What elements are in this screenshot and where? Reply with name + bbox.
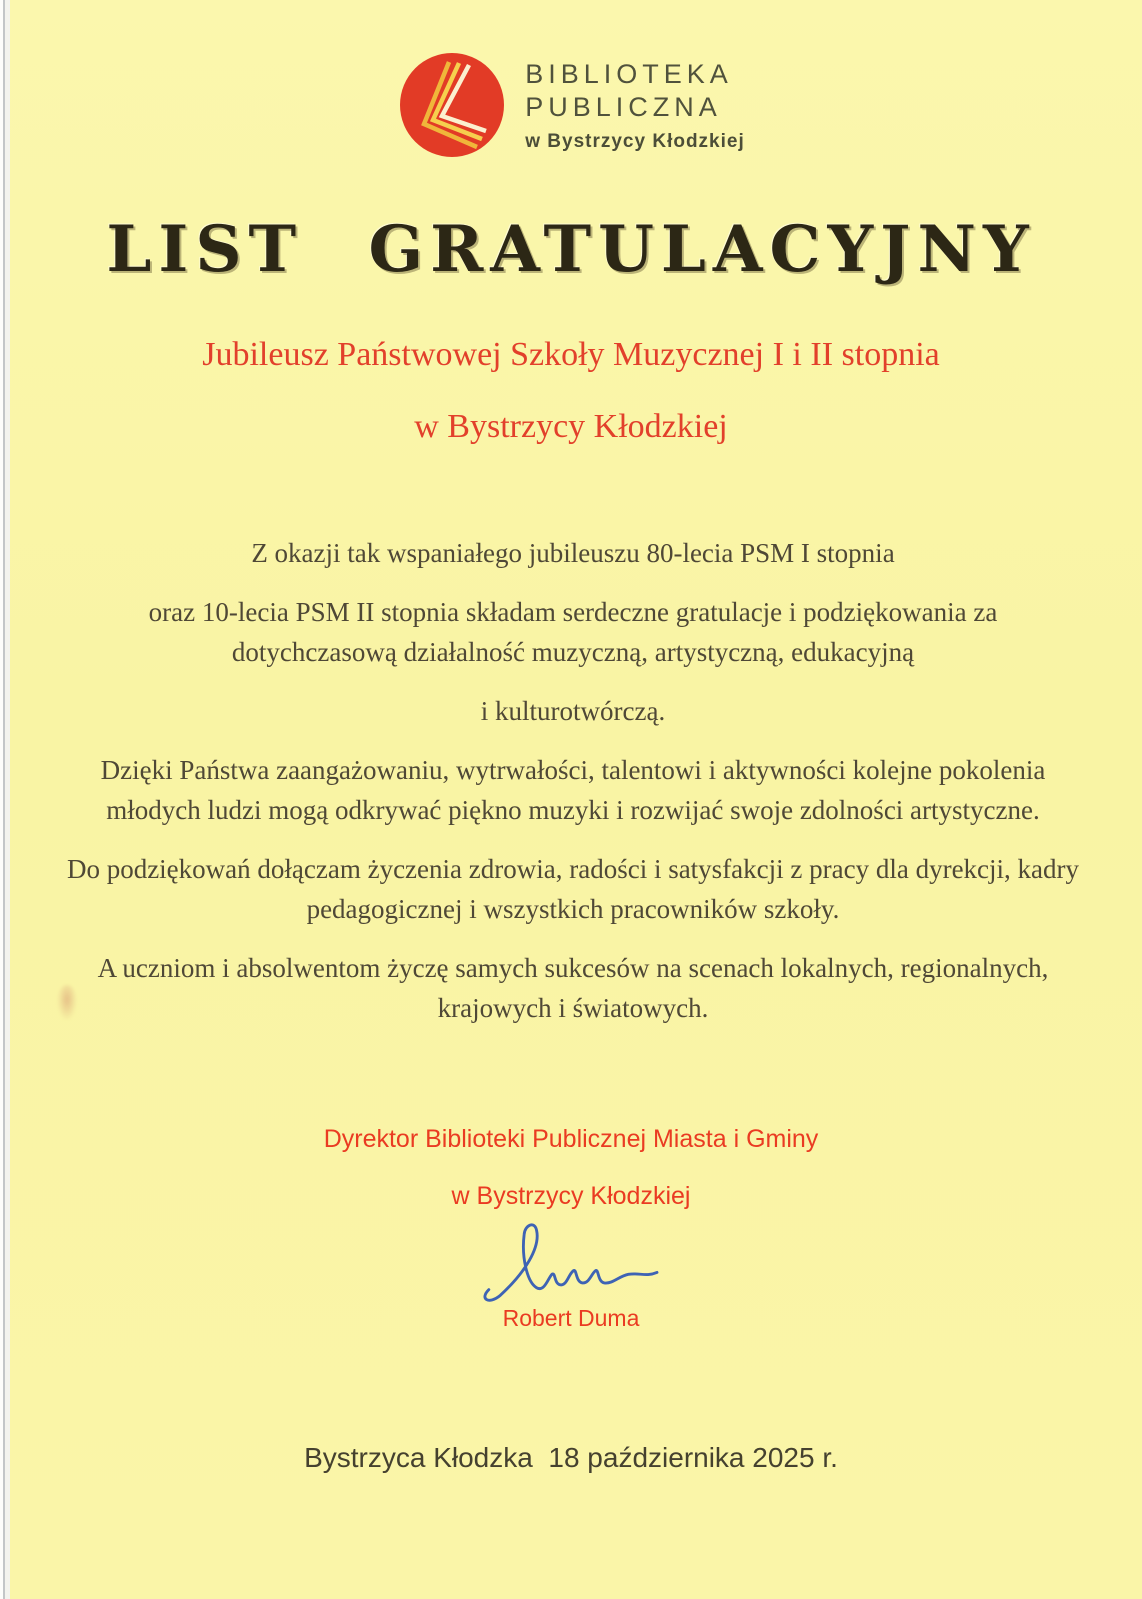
body-paragraph: A uczniom i absolwentom życzę samych sukcesów na scenach lokalnych, regionalnych, krajowych i światowych.: [97, 953, 1049, 1023]
place-and-date: Bystrzyca Kłodzka 18 października 2025 r.: [304, 1442, 838, 1473]
scan-edge-artifact: [0, 0, 10, 1599]
signer-role-line2: w Bystrzycy Kłodzkiej: [451, 1182, 691, 1210]
library-name-line3: w Bystrzycy Kłodzkiej: [525, 130, 745, 152]
letter-body: [66, 533, 1080, 1028]
letter-subtitle: [0, 335, 1142, 447]
letter-title: LIST GRATULACYJNY: [106, 212, 1036, 287]
subtitle-line2: w Bystrzycy Kłodzkiej: [414, 408, 728, 445]
body-paragraph: Z okazji tak wspaniałego jubileuszu 80-lecia PSM I stopnia: [251, 538, 895, 568]
signer-role-line1: Dyrektor Biblioteki Publicznej Miasta i Gminy: [323, 1125, 819, 1153]
body-paragraph: oraz 10-lecia PSM II stopnia składam serdeczne gratulacje i podziękowania za dotychczasową działalność muzyczną, artystyczną, edukacyjną: [148, 597, 998, 667]
subtitle-line1: Jubileusz Państwowej Szkoły Muzycznej I i II stopnia: [202, 336, 940, 373]
library-logo: [0, 0, 1142, 160]
library-name: [525, 58, 745, 153]
body-paragraph: Do podziękowań dołączam życzenia zdrowia, radości i satysfakcji z pracy dla dyrekcji, kadry pedagogicznej i wszystkich pracowników szkoły.: [66, 854, 1080, 924]
signer-name: Robert Duma: [502, 1305, 640, 1331]
library-name-line1: BIBLIOTEKA: [525, 58, 733, 89]
scan-smudge-artifact: [57, 985, 77, 1021]
handwritten-signature: [0, 1217, 1142, 1303]
body-paragraph: i kulturotwórczą.: [480, 696, 666, 726]
open-book-icon: [397, 50, 507, 160]
signature-block: [0, 1124, 1142, 1332]
body-paragraph: Dzięki Państwa zaangażowaniu, wytrwałości, talentowi i aktywności kolejne pokolenia młodych ludzi mogą odkrywać piękno muzyki i rozwijać swoje zdolności artystyczne.: [100, 755, 1046, 825]
library-name-line2: PUBLICZNA: [525, 91, 722, 122]
